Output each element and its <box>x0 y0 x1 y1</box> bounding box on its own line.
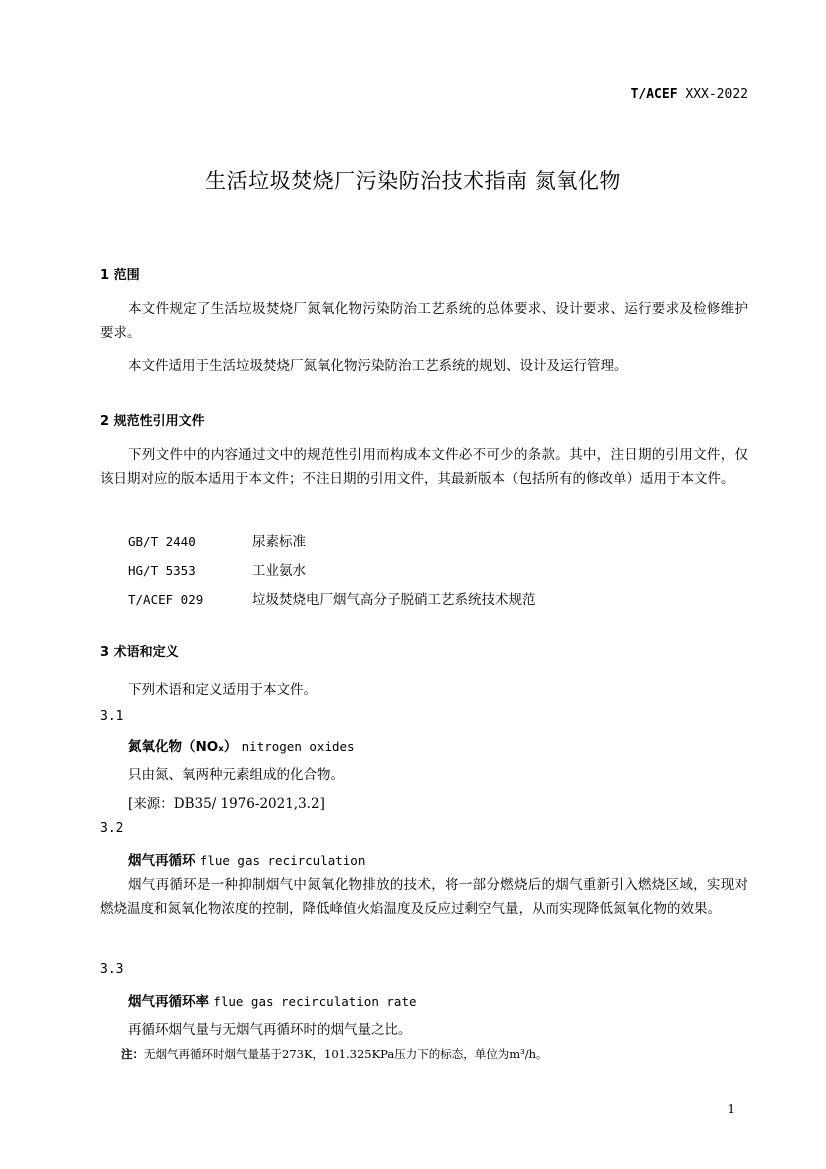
reference-item <box>128 530 306 550</box>
reference-item <box>128 588 536 608</box>
term-definition: 只由氮、氧两种元素组成的化合物。 <box>128 767 344 783</box>
section-heading-normative-references: 2 规范性引用文件 <box>100 414 205 429</box>
term-definition: 再循环烟气量与无烟气再循环时的烟气量之比。 <box>128 1022 412 1038</box>
document-code <box>631 87 748 102</box>
document-code-prefix: T/ACEF <box>630 87 678 102</box>
reference-code: GB/T 2440 <box>128 534 196 549</box>
term-heading <box>128 849 365 869</box>
reference-code: T/ACEF 029 <box>128 592 204 607</box>
page-number: 1 <box>727 1102 735 1116</box>
term-source: [来源：DB35/ 1976-2021,3.2] <box>128 796 325 812</box>
note <box>121 1046 548 1062</box>
note-label: 注： <box>121 1047 144 1061</box>
terms-intro: 下列术语和定义适用于本文件。 <box>128 682 317 698</box>
section-heading-terms: 3 术语和定义 <box>100 645 179 660</box>
document-code-number: XXX-2022 <box>677 87 748 102</box>
term-heading <box>128 990 417 1010</box>
term-english: flue gas recirculation rate <box>213 994 417 1009</box>
reference-title: 工业氨水 <box>252 563 306 579</box>
term-chinese: 烟气再循环率 <box>128 994 209 1010</box>
reference-item <box>128 559 306 579</box>
document-title: 生活垃圾焚烧厂污染防治技术指南 氮氧化物 <box>205 169 621 193</box>
scope-paragraph-1: 本文件规定了生活垃圾焚烧厂氮氧化物污染防治工艺系统的总体要求、设计要求、运行要求及检修维护要求。 <box>100 301 748 341</box>
references-paragraph: 下列文件中的内容通过文中的规范性引用而构成本文件必不可少的条款。其中，注日期的引用文件，仅该日期对应的版本适用于本文件；不注日期的引用文件，其最新版本（包括所有的修改单）适用于本文件。 <box>100 447 748 487</box>
term-chinese: 氮氧化物（NOₓ） <box>128 739 238 755</box>
term-heading <box>128 735 355 755</box>
term-number: 3.3 <box>100 962 124 977</box>
term-number: 3.2 <box>100 821 124 836</box>
scope-paragraph-2: 本文件适用于生活垃圾焚烧厂氮氧化物污染防治工艺系统的规划、设计及运行管理。 <box>128 358 628 374</box>
section-heading-scope: 1 范围 <box>100 268 140 283</box>
term-definition: 烟气再循环是一种抑制烟气中氮氧化物排放的技术，将一部分燃烧后的烟气重新引入燃烧区域，实现对燃烧温度和氮氧化物浓度的控制，降低峰值火焰温度及反应过剩空气量，从而实现降低氮氧化物的效果。 <box>100 877 748 917</box>
term-english: nitrogen oxides <box>241 739 355 754</box>
term-number: 3.1 <box>100 709 124 724</box>
term-english: flue gas recirculation <box>199 853 366 868</box>
reference-title: 尿素标准 <box>252 534 306 550</box>
reference-code: HG/T 5353 <box>128 563 196 578</box>
term-chinese: 烟气再循环 <box>128 853 196 869</box>
note-text: 无烟气再循环时烟气量基于273K，101.325KPa压力下的标态，单位为m³/h。 <box>144 1047 548 1061</box>
reference-title: 垃圾焚烧电厂烟气高分子脱硝工艺系统技术规范 <box>252 592 536 608</box>
